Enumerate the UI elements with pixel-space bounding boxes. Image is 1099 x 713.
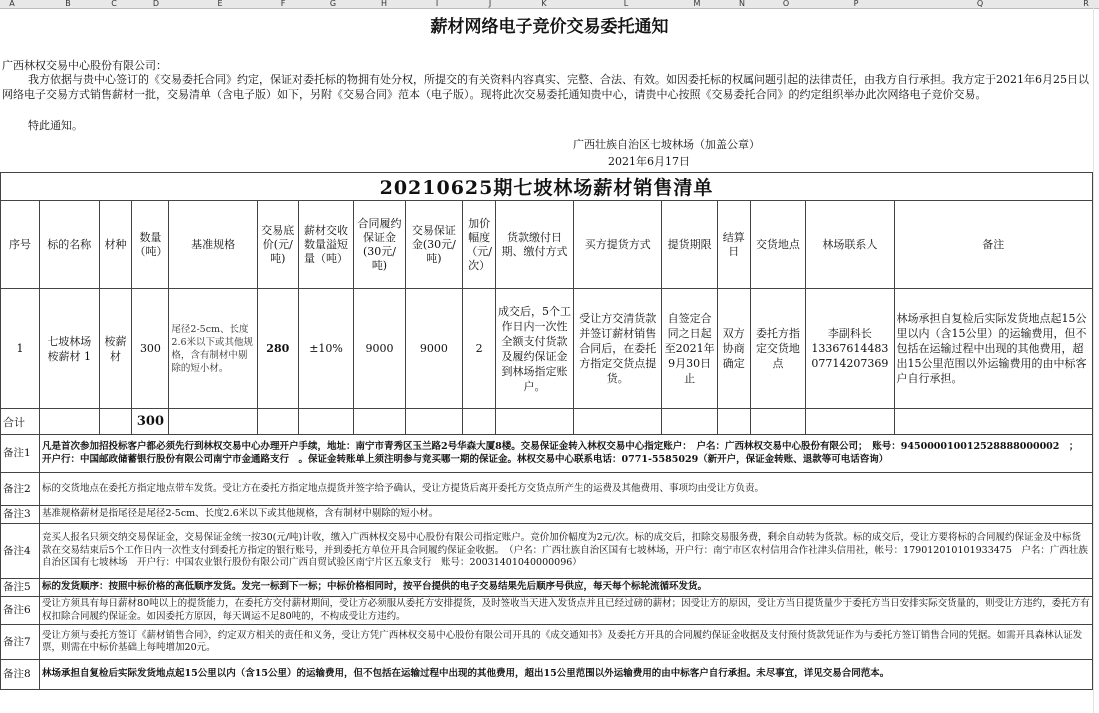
note-label[interactable]: 备注7 [1,625,40,660]
note-text[interactable]: 标的交货地点在委托方指定地点带车发货。受让方在委托方指定地点提货并签字给予确认，受让方提货后离开委托方交货点所产生的运费及其他费用、事项均由受让方负责。 [40,473,1093,506]
header-settle: 结算日 [717,201,750,289]
note-label[interactable]: 备注8 [1,660,40,690]
note-label[interactable]: 备注6 [1,597,40,625]
sign-date: 2021年6月17日 [608,155,690,168]
header-base-price: 交易底价(元/吨) [257,201,298,289]
col-header-J[interactable]: J [488,0,492,8]
note-row [1,597,1093,625]
col-header-E[interactable]: E [217,0,223,8]
cell-spec[interactable]: 尾径2-5cm、长度2.6米以下或其他规格，含有制材中剔除的短小材。 [169,289,257,409]
header-qty: 数量（吨） [132,201,169,289]
header-perf-deposit: 合同履约保证金(30元/吨) [354,201,405,289]
contact-phone-1: 13367614483 [811,342,889,355]
total-label[interactable]: 合计 [1,409,40,435]
col-header-P[interactable]: P [853,0,859,8]
header-trade-deposit: 交易保证金(30元/吨) [405,201,463,289]
col-header-M[interactable]: M [693,0,701,8]
note-text[interactable]: 林场承担自复检后实际发货地点起15公里以内（含15公里）的运输费用，但不包括在运输过程中出现的其他费用，超出15公里范围以外运输费用的由中标客户自行承担。未尽事宜，详见交易合同范本。 [40,660,1093,690]
note-text[interactable]: 竞买人报名只须交纳交易保证金，交易保证金统一按30(元/吨)计收，缴入广西林权交易中心股份有限公司指定账户。竞价加价幅度为2元/次。标的成交后，扣除交易服务费，剩余自动转为货款。标的成交后，受让方要将标的合同履约保证金及中标货款在交易结束后5个工作日内一次性支付到委托方指定的银行账号，并到委托方单位开具合同履约保证金收据。 （户名：广西壮族自治区国有七坡林场，开户行：南宁市区农村信用合作社津头信用社，帐号：179012010101933475 户名：广西壮族自治区国有七坡林场 开户行：中国农业银行股份有限公司广西自贸试验区南宁片区五象支行 账号：20031401040000096） [40,524,1093,579]
list-title: 20210625期七坡林场薪材销售清单 [1,173,1093,201]
cell-settle[interactable]: 双方协商确定 [717,289,750,409]
col-header-G[interactable]: G [329,0,337,8]
note-text[interactable]: 标的发货顺序：按照中标价格的高低顺序发货。发完一标到下一标；中标价格相同时，按平台提供的电子交易结果先后顺序号供应，每天每个标轮流循环发货。 [40,579,1093,597]
note-label[interactable]: 备注4 [1,524,40,579]
note-row [1,473,1093,506]
header-payment: 货款缴付日期、缴付方式 [496,201,574,289]
spreadsheet-area[interactable] [0,8,1099,713]
note-text[interactable]: 凡是首次参加招投标客户都必须先行到林权交易中心办理开户手续，地址：南宁市青秀区玉兰路2号华森大厦8楼。交易保证金转入林权交易中心指定账户： 户名：广西林权交易中心股份有限公司； 账号：945000010012528888000002 ； 开户行：中国邮政储蓄银行股份有限公司南宁市金通路支行 。保证金转账单上须注明参与竞买哪一期的保证金。林权交易中心联系电话：0771-5585029（新开户，保证金转账、退款等可电话咨询） [40,435,1093,473]
note-label[interactable]: 备注5 [1,579,40,597]
note-row [1,524,1093,579]
col-header-A[interactable]: A [9,0,15,8]
contact-name: 李副科长 [827,327,872,340]
note-label[interactable]: 备注1 [1,435,40,473]
cell-seq[interactable]: 1 [1,289,40,409]
col-header-O[interactable]: O [782,0,790,8]
note-label[interactable]: 备注2 [1,473,40,506]
cell-name[interactable]: 七坡林场桉薪材 1 [40,289,100,409]
note-text[interactable]: 基准规格薪材是指尾径是尾径2-5cm、长度2.6米以下或其他规格，含有制材中剔除的短小材。 [40,506,1093,524]
note-row [1,506,1093,524]
sales-list-table [0,172,1093,690]
cell-trade-deposit[interactable]: 9000 [405,289,463,409]
note-text[interactable]: 受让方须具有每日薪材80吨以上的提货能力，在委托方交付薪材期间，受让方必须服从委托方安排提货，及时签收当天进入发货点并且已经过磅的薪材；因受让方的原因，受让方当日提货量少于委托方当日安排实际交货量的，则受让方违约，委托方有权扣除合同履约保证金。如因委托方原因，每天调运不足80吨的，不构成受让方违约。 [40,597,1093,625]
col-header-D[interactable]: D [152,0,160,8]
header-name: 标的名称 [40,201,100,289]
doc-title: 薪材网络电子竞价交易委托通知 [430,17,669,37]
header-contact: 林场联系人 [806,201,894,289]
note-row [1,435,1093,473]
col-header-L[interactable]: L [623,0,629,8]
col-header-Q[interactable]: Q [976,0,984,8]
cell-contact[interactable] [806,289,894,409]
col-header-I[interactable]: I [435,0,439,8]
col-header-B[interactable]: B [65,0,71,8]
col-header-F[interactable]: F [280,0,286,8]
total-row [1,409,1093,435]
header-overflow: 薪材交收数量溢短量（吨） [298,201,353,289]
col-header-K[interactable]: K [541,0,547,8]
cell-pickup[interactable]: 受让方交清货款并签订薪材销售合同后，在委托方指定交货点提货。 [574,289,662,409]
note-row [1,660,1093,690]
header-spec: 基准规格 [169,201,257,289]
notice-body: 我方依据与贵中心签订的《交易委托合同》约定，保证对委托标的物拥有处分权，所提交的有关资料内容真实、完整、合法、有效。如因委托标的权属问题引起的法律责任，由我方自行承担。我方定于2021年6月25日以网络电子交易方式销售薪材一批，交易清单（含电子版）如下，另附《交易合同》范本（电子版）。现将此次交易委托通知贵中心，请贵中心按照《交易委托合同》的约定组织举办此次网络电子竞价交易。 [2,73,1089,101]
col-header-C[interactable]: C [111,0,117,8]
col-header-R[interactable]: R [1083,0,1089,8]
col-header-N[interactable]: N [739,0,745,8]
header-remark: 备注 [894,201,1093,289]
cell-remark[interactable]: 林场承担自复检后实际发货地点起15公里以内（含15公里）的运输费用，但不包括在运输过程中出现的其他费用，超出15公里范围以外运输费用的由中标客户自行承担。 [894,289,1093,409]
header-seq: 序号 [1,201,40,289]
cell-payment[interactable]: 成交后，5个工作日内一次性全额支付货款及履约保证金到林场指定账户。 [496,289,574,409]
header-period: 提货期限 [662,201,717,289]
note-text[interactable]: 受让方须与委托方签订《薪材销售合同》，约定双方相关的责任和义务，受让方凭广西林权交易中心股份有限公司开具的《成交通知书》及委托方开具的合同履约保证金收据及支付预付货款凭证作为与委托方签订销售合同的凭据。如需开具森林认证发票，则需在中标价基础上每吨增加20元。 [40,625,1093,660]
cell-perf-deposit[interactable]: 9000 [354,289,405,409]
cell-increment[interactable]: 2 [463,289,496,409]
contact-phone-2: 07714207369 [811,357,889,370]
signer-org: 广西壮族自治区七坡林场（加盖公章） [573,138,760,151]
note-row [1,579,1093,597]
cell-species[interactable]: 桉薪材 [99,289,132,409]
cell-period[interactable]: 自签定合同之日起至2021年9月30日止 [662,289,717,409]
table-row [1,289,1093,409]
cell-delivery[interactable]: 委托方指定交货地点 [750,289,805,409]
note-label[interactable]: 备注3 [1,506,40,524]
notice-closing: 特此通知。 [28,119,83,132]
col-header-H[interactable]: H [380,0,388,8]
note-row [1,625,1093,660]
header-delivery: 交货地点 [750,201,805,289]
total-qty[interactable]: 300 [132,409,169,435]
cell-overflow[interactable]: ±10% [298,289,353,409]
addressee: 广西林权交易中心股份有限公司： [2,59,167,72]
header-species: 材种 [99,201,132,289]
cell-qty[interactable]: 300 [132,289,169,409]
cell-base-price[interactable]: 280 [257,289,298,409]
header-pickup: 买方提货方式 [574,201,662,289]
header-increment: 加价幅度（元/次） [463,201,496,289]
